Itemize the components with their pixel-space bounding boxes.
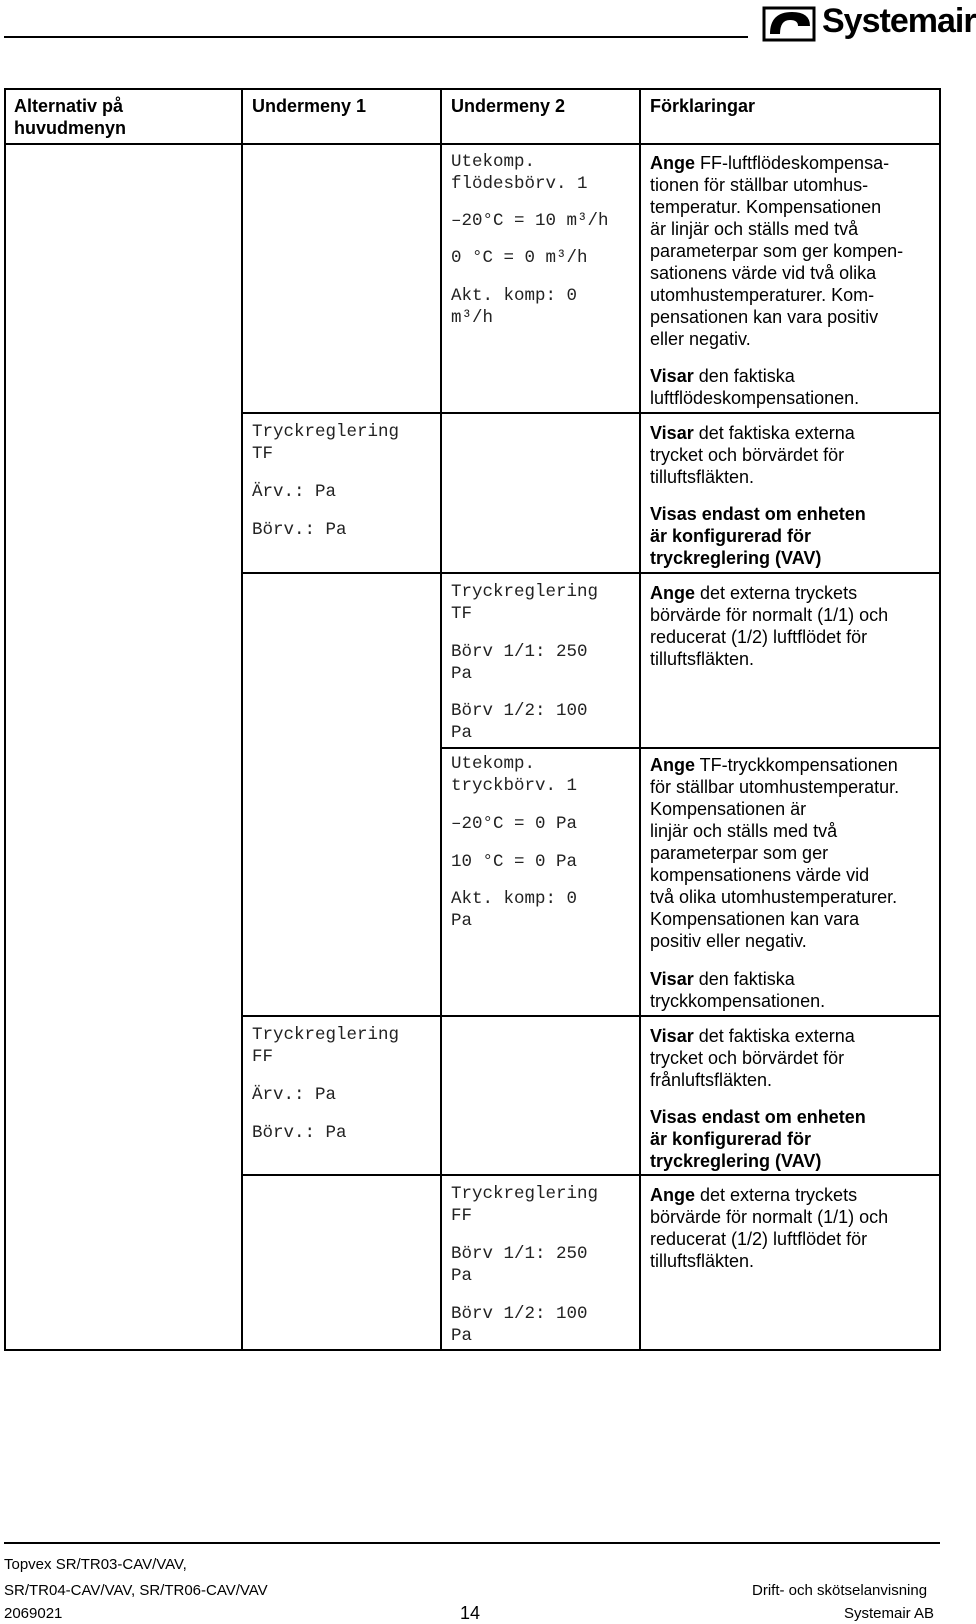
menu-line: FF	[252, 1047, 274, 1067]
menu-line: Pa	[451, 723, 473, 743]
explanation-line: reducerat (1/2) luftflödet för	[650, 1229, 868, 1249]
footer-product-line1: Topvex SR/TR03-CAV/VAV,	[4, 1556, 187, 1573]
explanation-line: Visar det faktiska externa	[650, 423, 855, 443]
menu-line: TF	[252, 444, 274, 464]
header-col1-line2: huvudmenyn	[14, 118, 127, 138]
explanation-line: utomhustemperaturer. Kom-	[650, 285, 875, 305]
explanation-line: Kompensationen kan vara	[650, 909, 860, 929]
explanation-note: Visas endast om enheten	[650, 504, 866, 524]
explanation-line: Visar det faktiska externa	[650, 1026, 855, 1046]
explanation-line: Visar den faktiska	[650, 366, 795, 386]
menu-line: 0 °C = 0 m³/h	[451, 248, 588, 268]
menu-line: Tryckreglering	[451, 582, 599, 602]
menu-line: –20°C = 10 m³/h	[451, 211, 609, 231]
explanation-line: pensationen kan vara positiv	[650, 307, 879, 327]
menu-line: Börv 1/2: 100	[451, 701, 588, 721]
explanation-line: frånluftsfläkten.	[650, 1070, 773, 1090]
header-col1-line1: Alternativ på	[14, 96, 124, 116]
explanation-note: Visas endast om enheten	[650, 1107, 866, 1127]
footer-doc-number: 2069021	[4, 1605, 63, 1622]
explanation-line: Ange TF-tryckkompensationen	[650, 755, 898, 775]
menu-line: TF	[451, 604, 473, 624]
menu-line: Utekomp.	[451, 754, 536, 774]
menu-line: Börv 1/1: 250	[451, 642, 588, 662]
explanation-line: temperatur. Kompensationen	[650, 197, 882, 217]
explanation-note: är konfigurerad för	[650, 526, 812, 546]
footer-company: Systemair AB	[844, 1605, 935, 1622]
menu-line: Ärv.: Pa	[252, 482, 337, 502]
menu-line: Tryckreglering	[252, 422, 400, 442]
menu-line: Börv.: Pa	[252, 1123, 347, 1143]
explanation-line: börvärde för normalt (1/1) och	[650, 1207, 889, 1227]
page-number: 14	[460, 1603, 481, 1623]
menu-line: tryckbörv. 1	[451, 776, 578, 796]
explanation-line: Ange det externa tryckets	[650, 1185, 858, 1205]
menu-line: m³/h	[451, 308, 494, 328]
menu-line: Tryckreglering	[252, 1025, 400, 1045]
menu-line: Börv.: Pa	[252, 520, 347, 540]
footer-product-line2: SR/TR04-CAV/VAV, SR/TR06-CAV/VAV	[4, 1582, 268, 1599]
explanation-line: trycket och börvärdet för	[650, 445, 845, 465]
explanation-line: Ange det externa tryckets	[650, 583, 858, 603]
menu-line: flödesbörv. 1	[451, 174, 588, 194]
menu-line: 10 °C = 0 Pa	[451, 852, 578, 872]
explanation-line: sationens värde vid två olika	[650, 263, 877, 283]
menu-line: Akt. komp: 0	[451, 286, 578, 306]
footer-rule	[4, 1542, 940, 1544]
explanation-line: kompensationens värde vid	[650, 865, 870, 885]
explanation-note: tryckreglering (VAV)	[650, 548, 822, 568]
explanation-line: parameterpar som ger kompen-	[650, 241, 904, 261]
footer-doc-type: Drift- och skötselanvisning	[752, 1582, 928, 1599]
explanation-line: börvärde för normalt (1/1) och	[650, 605, 889, 625]
explanation-line: två olika utomhustemperaturer.	[650, 887, 898, 907]
explanation-line: trycket och börvärdet för	[650, 1048, 845, 1068]
explanation-line: för ställbar utomhustemperatur.	[650, 777, 900, 797]
menu-line: Pa	[451, 1266, 473, 1286]
explanation-line: luftflödeskompensationen.	[650, 388, 860, 408]
menu-line: Börv 1/1: 250	[451, 1244, 588, 1264]
menu-line: Pa	[451, 911, 473, 931]
explanation-line: är linjär och ställs med två	[650, 219, 859, 239]
explanation-line: tilluftsfläkten.	[650, 467, 755, 487]
menu-line: Ärv.: Pa	[252, 1085, 337, 1105]
header-col4: Förklaringar	[650, 96, 756, 116]
menu-line: –20°C = 0 Pa	[451, 814, 578, 834]
explanation-line: positiv eller negativ.	[650, 931, 807, 951]
explanation-line: tilluftsfläkten.	[650, 649, 755, 669]
explanation-line: tionen för ställbar utomhus-	[650, 175, 869, 195]
header-col3: Undermeny 2	[451, 96, 566, 116]
explanation-line: Visar den faktiska	[650, 969, 795, 989]
menu-line: Utekomp.	[451, 152, 536, 172]
header-col2: Undermeny 1	[252, 96, 367, 116]
explanation-line: Kompensationen är	[650, 799, 807, 819]
explanation-line: linjär och ställs med två	[650, 821, 838, 841]
menu-line: Akt. komp: 0	[451, 889, 578, 909]
brand-logo-text: Systemair	[822, 2, 976, 40]
explanation-note: tryckreglering (VAV)	[650, 1151, 822, 1171]
explanation-line: parameterpar som ger	[650, 843, 829, 863]
explanation-line: reducerat (1/2) luftflödet för	[650, 627, 868, 647]
menu-line: FF	[451, 1206, 473, 1226]
explanation-line: tryckkompensationen.	[650, 991, 826, 1011]
menu-line: Pa	[451, 664, 473, 684]
explanation-line: tilluftsfläkten.	[650, 1251, 755, 1271]
menu-line: Börv 1/2: 100	[451, 1304, 588, 1324]
menu-line: Pa	[451, 1326, 473, 1346]
explanation-line: eller negativ.	[650, 329, 751, 349]
explanation-line: Ange FF-luftflödeskompensa-	[650, 153, 890, 173]
explanation-note: är konfigurerad för	[650, 1129, 812, 1149]
menu-line: Tryckreglering	[451, 1184, 599, 1204]
